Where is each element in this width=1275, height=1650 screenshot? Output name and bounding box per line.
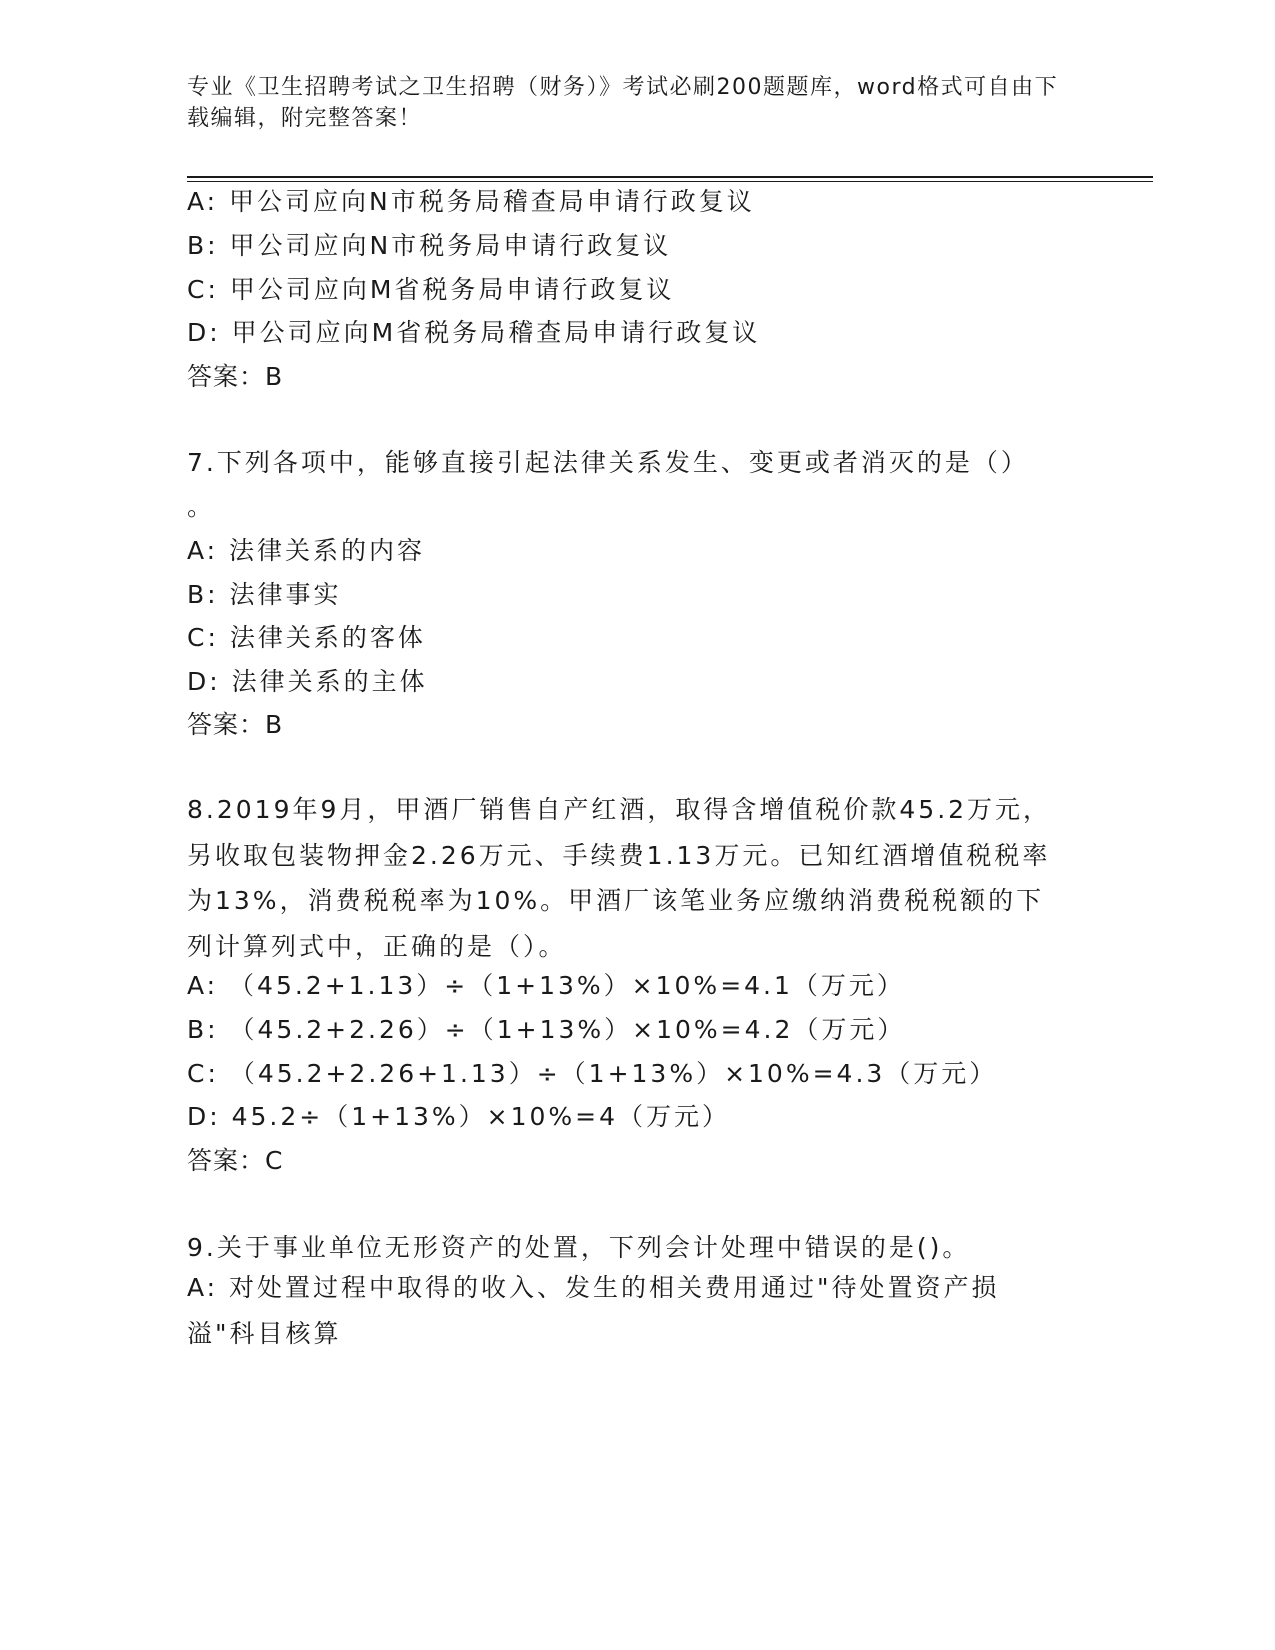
header-rule-thin (187, 181, 1153, 182)
q6-option-d: D: 甲公司应向M省税务局稽查局申请行政复议 (187, 318, 761, 347)
q9-option-a: A: 对处置过程中取得的收入、发生的相关费用通过"待处置资产损溢"科目核算 (187, 1273, 1000, 1348)
q8-option-c: C: （45.2+2.26+1.13）÷（1+13%）×10%=4.3（万元） (187, 1059, 998, 1088)
q7-answer: 答案：B (187, 710, 284, 739)
q7-option-a: A: 法律关系的内容 (187, 536, 426, 565)
q7-stem: 7.下列各项中，能够直接引起法律关系发生、变更或者消灭的是（） (187, 448, 1029, 477)
q6-option-b: B: 甲公司应向N市税务局申请行政复议 (187, 231, 672, 260)
q7-option-b: B: 法律事实 (187, 580, 342, 609)
q8-answer: 答案：C (187, 1146, 284, 1175)
q6-option-a: A: 甲公司应向N市税务局稽查局申请行政复议 (187, 187, 755, 216)
q6-option-c: C: 甲公司应向M省税务局申请行政复议 (187, 275, 675, 304)
q7-option-c: C: 法律关系的客体 (187, 623, 426, 652)
q6-answer: 答案：B (187, 362, 284, 391)
q7-option-d: D: 法律关系的主体 (187, 667, 428, 696)
document-header: 专业《卫生招聘考试之卫生招聘（财务）》考试必刷200题题库，word格式可自由下载编辑，附完整答案！ (187, 75, 1059, 131)
q9-stem: 9.关于事业单位无形资产的处置，下列会计处理中错误的是()。 (187, 1233, 971, 1262)
q7-stem-continued: 。 (187, 492, 216, 521)
header-rule (187, 176, 1153, 178)
q8-option-b: B: （45.2+2.26）÷（1+13%）×10%=4.2（万元） (187, 1015, 906, 1044)
q8-option-d: D: 45.2÷（1+13%）×10%=4（万元） (187, 1102, 731, 1131)
q8-option-a: A: （45.2+1.13）÷（1+13%）×10%=4.1（万元） (187, 971, 905, 1000)
q8-stem: 8.2019年9月，甲酒厂销售自产红酒，取得含增值税价款45.2万元，另收取包装物押金2.26万元、手续费1.13万元。已知红酒增值税税率为13%，消费税税率为10%。甲酒厂该笔业务应缴纳消费税税额的下列计算列式中，正确的是（）。 (187, 795, 1052, 961)
